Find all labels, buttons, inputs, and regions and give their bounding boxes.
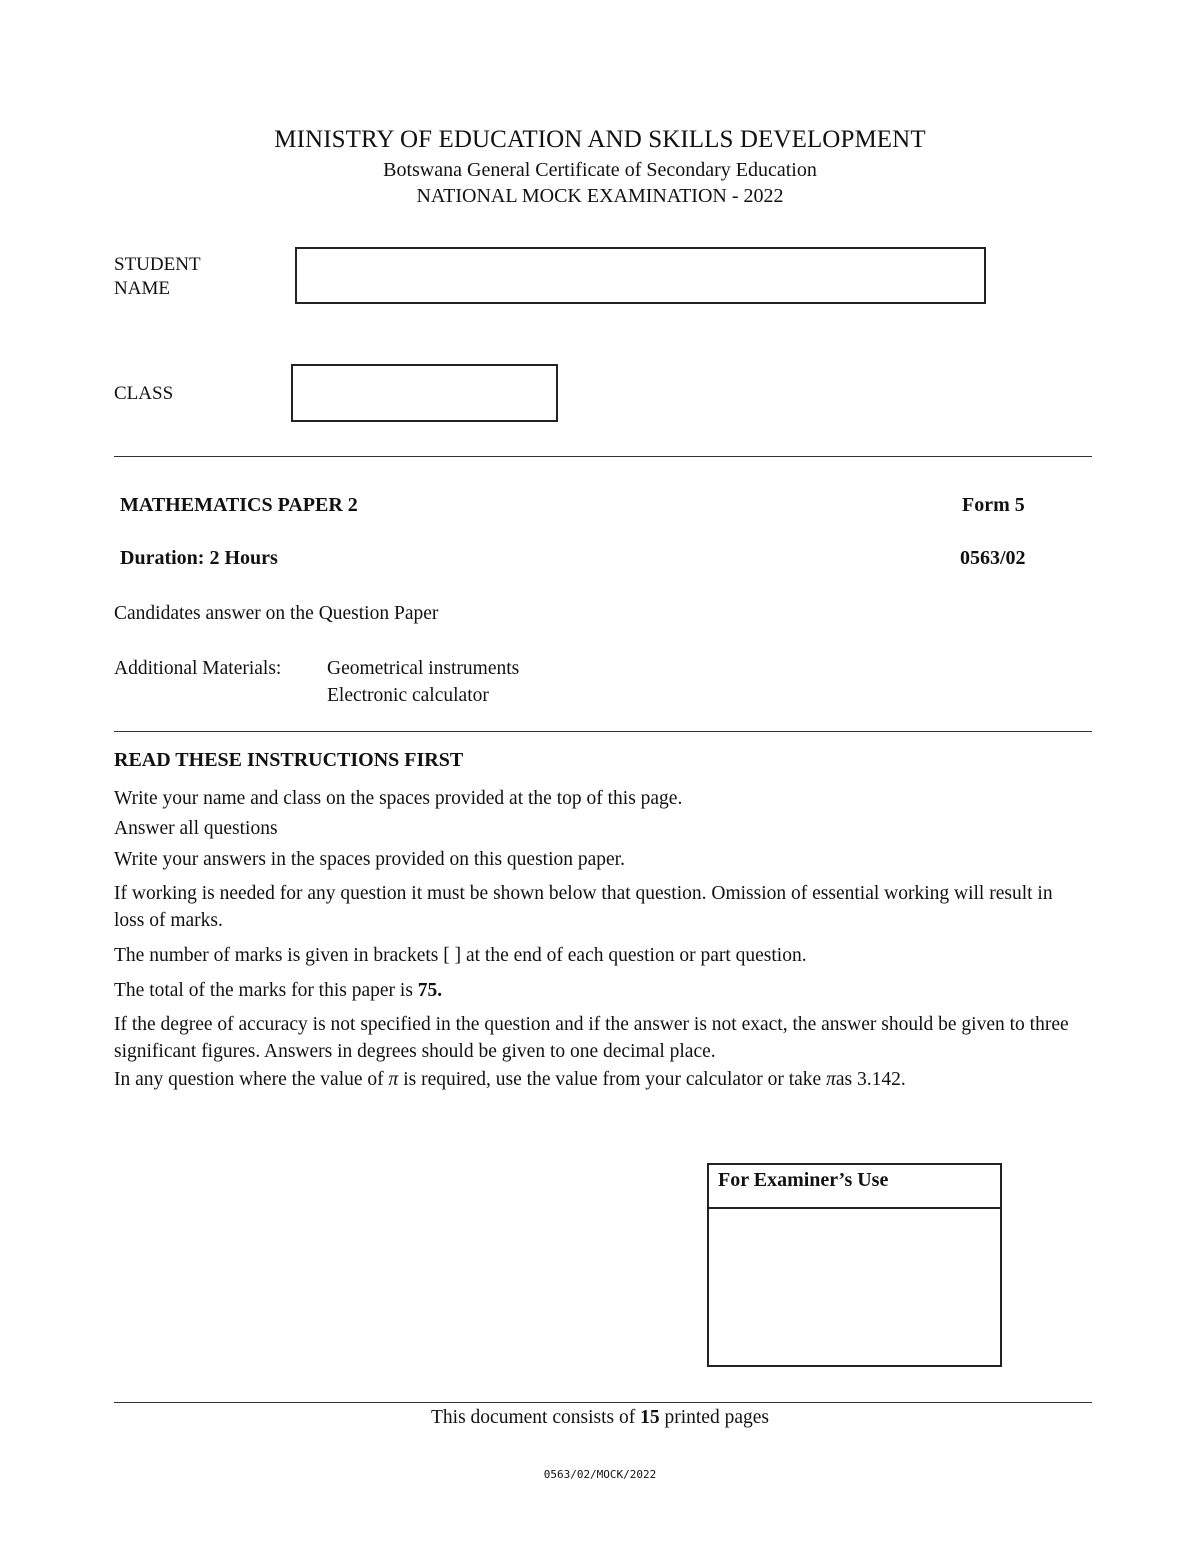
- instructions-heading: READ THESE INSTRUCTIONS FIRST: [114, 749, 464, 771]
- divider: [114, 456, 1092, 457]
- class-field[interactable]: [291, 364, 558, 422]
- student-label-line-2: NAME: [114, 278, 170, 299]
- answer-on-text: Candidates answer on the Question Paper: [114, 603, 439, 624]
- materials-label: Additional Materials:: [114, 658, 282, 679]
- divider: [114, 1402, 1092, 1403]
- page-count-text: printed pages: [659, 1407, 769, 1428]
- document-code: 0563/02/MOCK/2022: [543, 1468, 657, 1481]
- ministry-title: MINISTRY OF EDUCATION AND SKILLS DEVELOPMENT: [274, 126, 926, 153]
- instruction-item: Answer all questions: [114, 818, 278, 839]
- instruction-item: The number of marks is given in brackets [ ] at the end of each question or part question.: [114, 945, 807, 966]
- instruction-item: Write your name and class on the spaces provided at the top of this page.: [114, 788, 683, 809]
- student-name-label: [114, 253, 201, 301]
- instruction-item: If working is needed for any question it must be shown below that question. Omission of essential working will result in loss of marks.: [114, 883, 1053, 931]
- pi-symbol: π: [388, 1069, 399, 1090]
- duration: Duration: 2 Hours: [120, 547, 278, 569]
- divider: [114, 731, 1092, 732]
- pi-symbol: π: [826, 1069, 836, 1090]
- accuracy-instruction: If the degree of accuracy is not specified in the question and if the answer is not exact, the answer should be given to three significant figures. Answers in degrees should be given to one decimal place.: [114, 1014, 1069, 1062]
- certificate-subtitle: Botswana General Certificate of Secondary Education: [383, 159, 817, 181]
- pi-text: is required, use the value from your calculator or take: [398, 1069, 827, 1090]
- page-count: [0, 1407, 1200, 1429]
- pi-text: as 3.142.: [835, 1069, 906, 1090]
- paper-code: 0563/02: [960, 547, 1026, 569]
- pi-text: In any question where the value of: [114, 1069, 389, 1090]
- examiner-heading: For Examiner’s Use: [709, 1165, 1000, 1209]
- paper-title: MATHEMATICS PAPER 2: [120, 494, 358, 516]
- student-label-line-1: STUDENT: [114, 254, 201, 275]
- form-level: Form 5: [962, 494, 1025, 516]
- class-label: CLASS: [114, 383, 174, 404]
- total-marks-value: 75.: [417, 980, 443, 1001]
- materials-item: Geometrical instruments: [327, 658, 520, 679]
- instruction-item: Write your answers in the spaces provided on this question paper.: [114, 849, 625, 870]
- exam-subtitle: NATIONAL MOCK EXAMINATION - 2022: [416, 185, 784, 207]
- student-name-field[interactable]: [295, 247, 986, 304]
- materials-item: Electronic calculator: [327, 685, 489, 706]
- pi-instruction: [114, 1066, 1104, 1093]
- total-marks: [114, 977, 1104, 1004]
- examiner-box: [707, 1163, 1002, 1367]
- total-marks-text: The total of the marks for this paper is: [114, 980, 418, 1001]
- page-count-value: 15: [640, 1407, 660, 1428]
- page-count-text: This document consists of: [431, 1407, 641, 1428]
